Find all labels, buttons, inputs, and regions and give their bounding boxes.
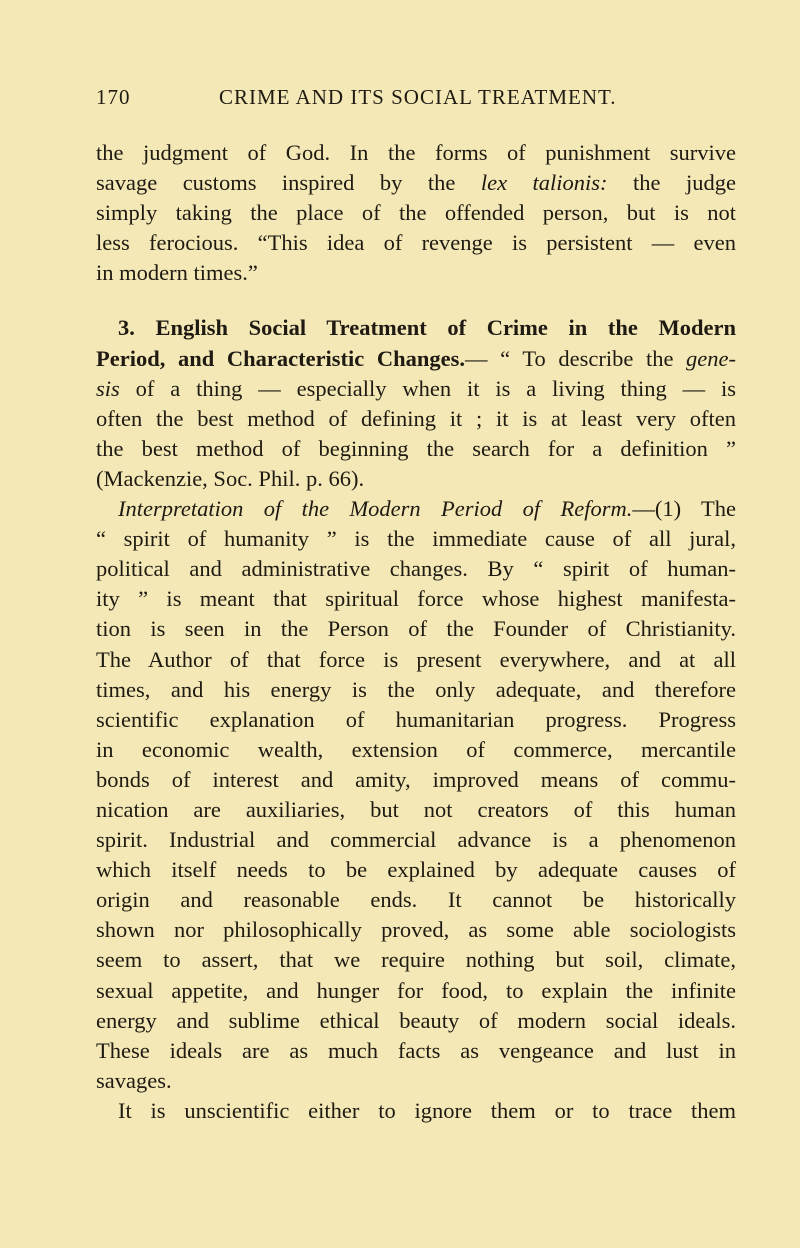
- text-line: [96, 915, 736, 945]
- text-segment: These ideals are as much facts as vengeance and lust in: [96, 1037, 736, 1063]
- text-line: [96, 1066, 736, 1096]
- text-line: [96, 945, 736, 975]
- page-number: 170: [96, 85, 131, 109]
- text-segment: simply taking the place of the offended person, but is not: [96, 200, 736, 226]
- text-line: [96, 1096, 736, 1126]
- text-segment: times, and his energy is the only adequate, and therefore: [96, 676, 736, 702]
- text-line: [96, 765, 736, 795]
- text-line: [96, 976, 736, 1006]
- text-segment: which itself needs to be explained by adequate causes of: [96, 857, 736, 883]
- bold-text: Period, and Characteristic Changes.: [96, 345, 466, 371]
- text-line: [96, 735, 736, 765]
- text-line: [96, 434, 736, 464]
- text-segment: the judgment of God. In the forms of punishment survive: [96, 140, 736, 165]
- running-title: CRIME AND ITS SOCIAL TREATMENT.: [219, 85, 617, 109]
- body-text: [96, 138, 736, 1126]
- italic-text: lex talionis:: [480, 170, 608, 196]
- text-line: [96, 645, 736, 675]
- text-line: [96, 1036, 736, 1066]
- text-segment: scientific explanation of humanitarian progress. Progress: [96, 706, 736, 732]
- text-line: [96, 168, 736, 198]
- text-line: [96, 1006, 736, 1036]
- italic-text: sis: [96, 375, 120, 401]
- text-segment: The Author of that force is present everywhere, and at all: [96, 646, 736, 672]
- text-segment: sexual appetite, and hunger for food, to explain the infinite: [96, 977, 736, 1003]
- text-segment: the best method of beginning the search for a definition ”: [96, 435, 736, 461]
- text-segment: nication are auxiliaries, but not creators of this human: [96, 796, 736, 822]
- text-segment: (Mackenzie, Soc. Phil. p. 66).: [96, 465, 365, 491]
- text-segment: the judge: [607, 170, 736, 196]
- text-segment: often the best method of defining it ; it is at least very often: [96, 405, 736, 431]
- text-segment: political and administrative changes. By “ spirit of human-: [96, 556, 736, 582]
- text-line: [96, 374, 736, 404]
- text-line: [96, 705, 736, 735]
- text-line: [96, 675, 736, 705]
- text-segment: in modern times.”: [96, 260, 258, 286]
- text-line: [96, 404, 736, 434]
- text-segment: seem to assert, that we require nothing but soil, climate,: [96, 947, 736, 973]
- text-segment: shown nor philosophically proved, as some able sociologists: [96, 917, 736, 943]
- text-line: [96, 855, 736, 885]
- text-line: [96, 524, 736, 554]
- text-segment: energy and sublime ethical beauty of modern social ideals.: [96, 1007, 736, 1033]
- text-line: [96, 198, 736, 228]
- text-line: [96, 825, 736, 855]
- text-line: [96, 494, 736, 524]
- italic-text: Interpretation of the Modern Period of Reform.: [118, 496, 633, 522]
- text-segment: tion is seen in the Person of the Founder of Christianity.: [96, 616, 736, 642]
- text-line: [96, 228, 736, 258]
- text-line: [96, 614, 736, 644]
- text-segment: — “ To describe the: [465, 345, 687, 371]
- text-segment: savage customs inspired by the: [96, 170, 481, 196]
- text-segment: —(1) The: [632, 496, 736, 522]
- text-line: [96, 464, 736, 494]
- bold-text: 3. English Social Treatment of Crime in the Modern: [118, 315, 736, 341]
- text-segment: It is unscientific either to ignore them or to trace them: [118, 1097, 736, 1123]
- text-line: [96, 554, 736, 584]
- text-segment: spirit. Industrial and commercial advance is a phenomenon: [96, 827, 736, 853]
- text-line: [96, 313, 736, 343]
- text-line: [96, 885, 736, 915]
- text-line: [96, 584, 736, 614]
- text-line: [96, 138, 736, 168]
- text-segment: origin and reasonable ends. It cannot be historically: [96, 887, 736, 913]
- text-segment: of a thing — especially when it is a living thing — is: [119, 375, 736, 401]
- text-segment: less ferocious. “This idea of revenge is persistent — even: [96, 230, 736, 256]
- text-segment: ity ” is meant that spiritual force whose highest manifesta-: [96, 586, 736, 612]
- text-segment: savages.: [96, 1067, 172, 1093]
- paragraph-gap: [96, 288, 736, 313]
- text-line: [96, 344, 736, 374]
- text-segment: bonds of interest and amity, improved means of commu-: [96, 766, 736, 792]
- text-line: [96, 795, 736, 825]
- text-segment: in economic wealth, extension of commerce, mercantile: [96, 736, 736, 762]
- text-segment: “ spirit of humanity ” is the immediate cause of all jural,: [96, 526, 736, 552]
- text-line: [96, 258, 736, 288]
- italic-text: gene-: [686, 345, 737, 371]
